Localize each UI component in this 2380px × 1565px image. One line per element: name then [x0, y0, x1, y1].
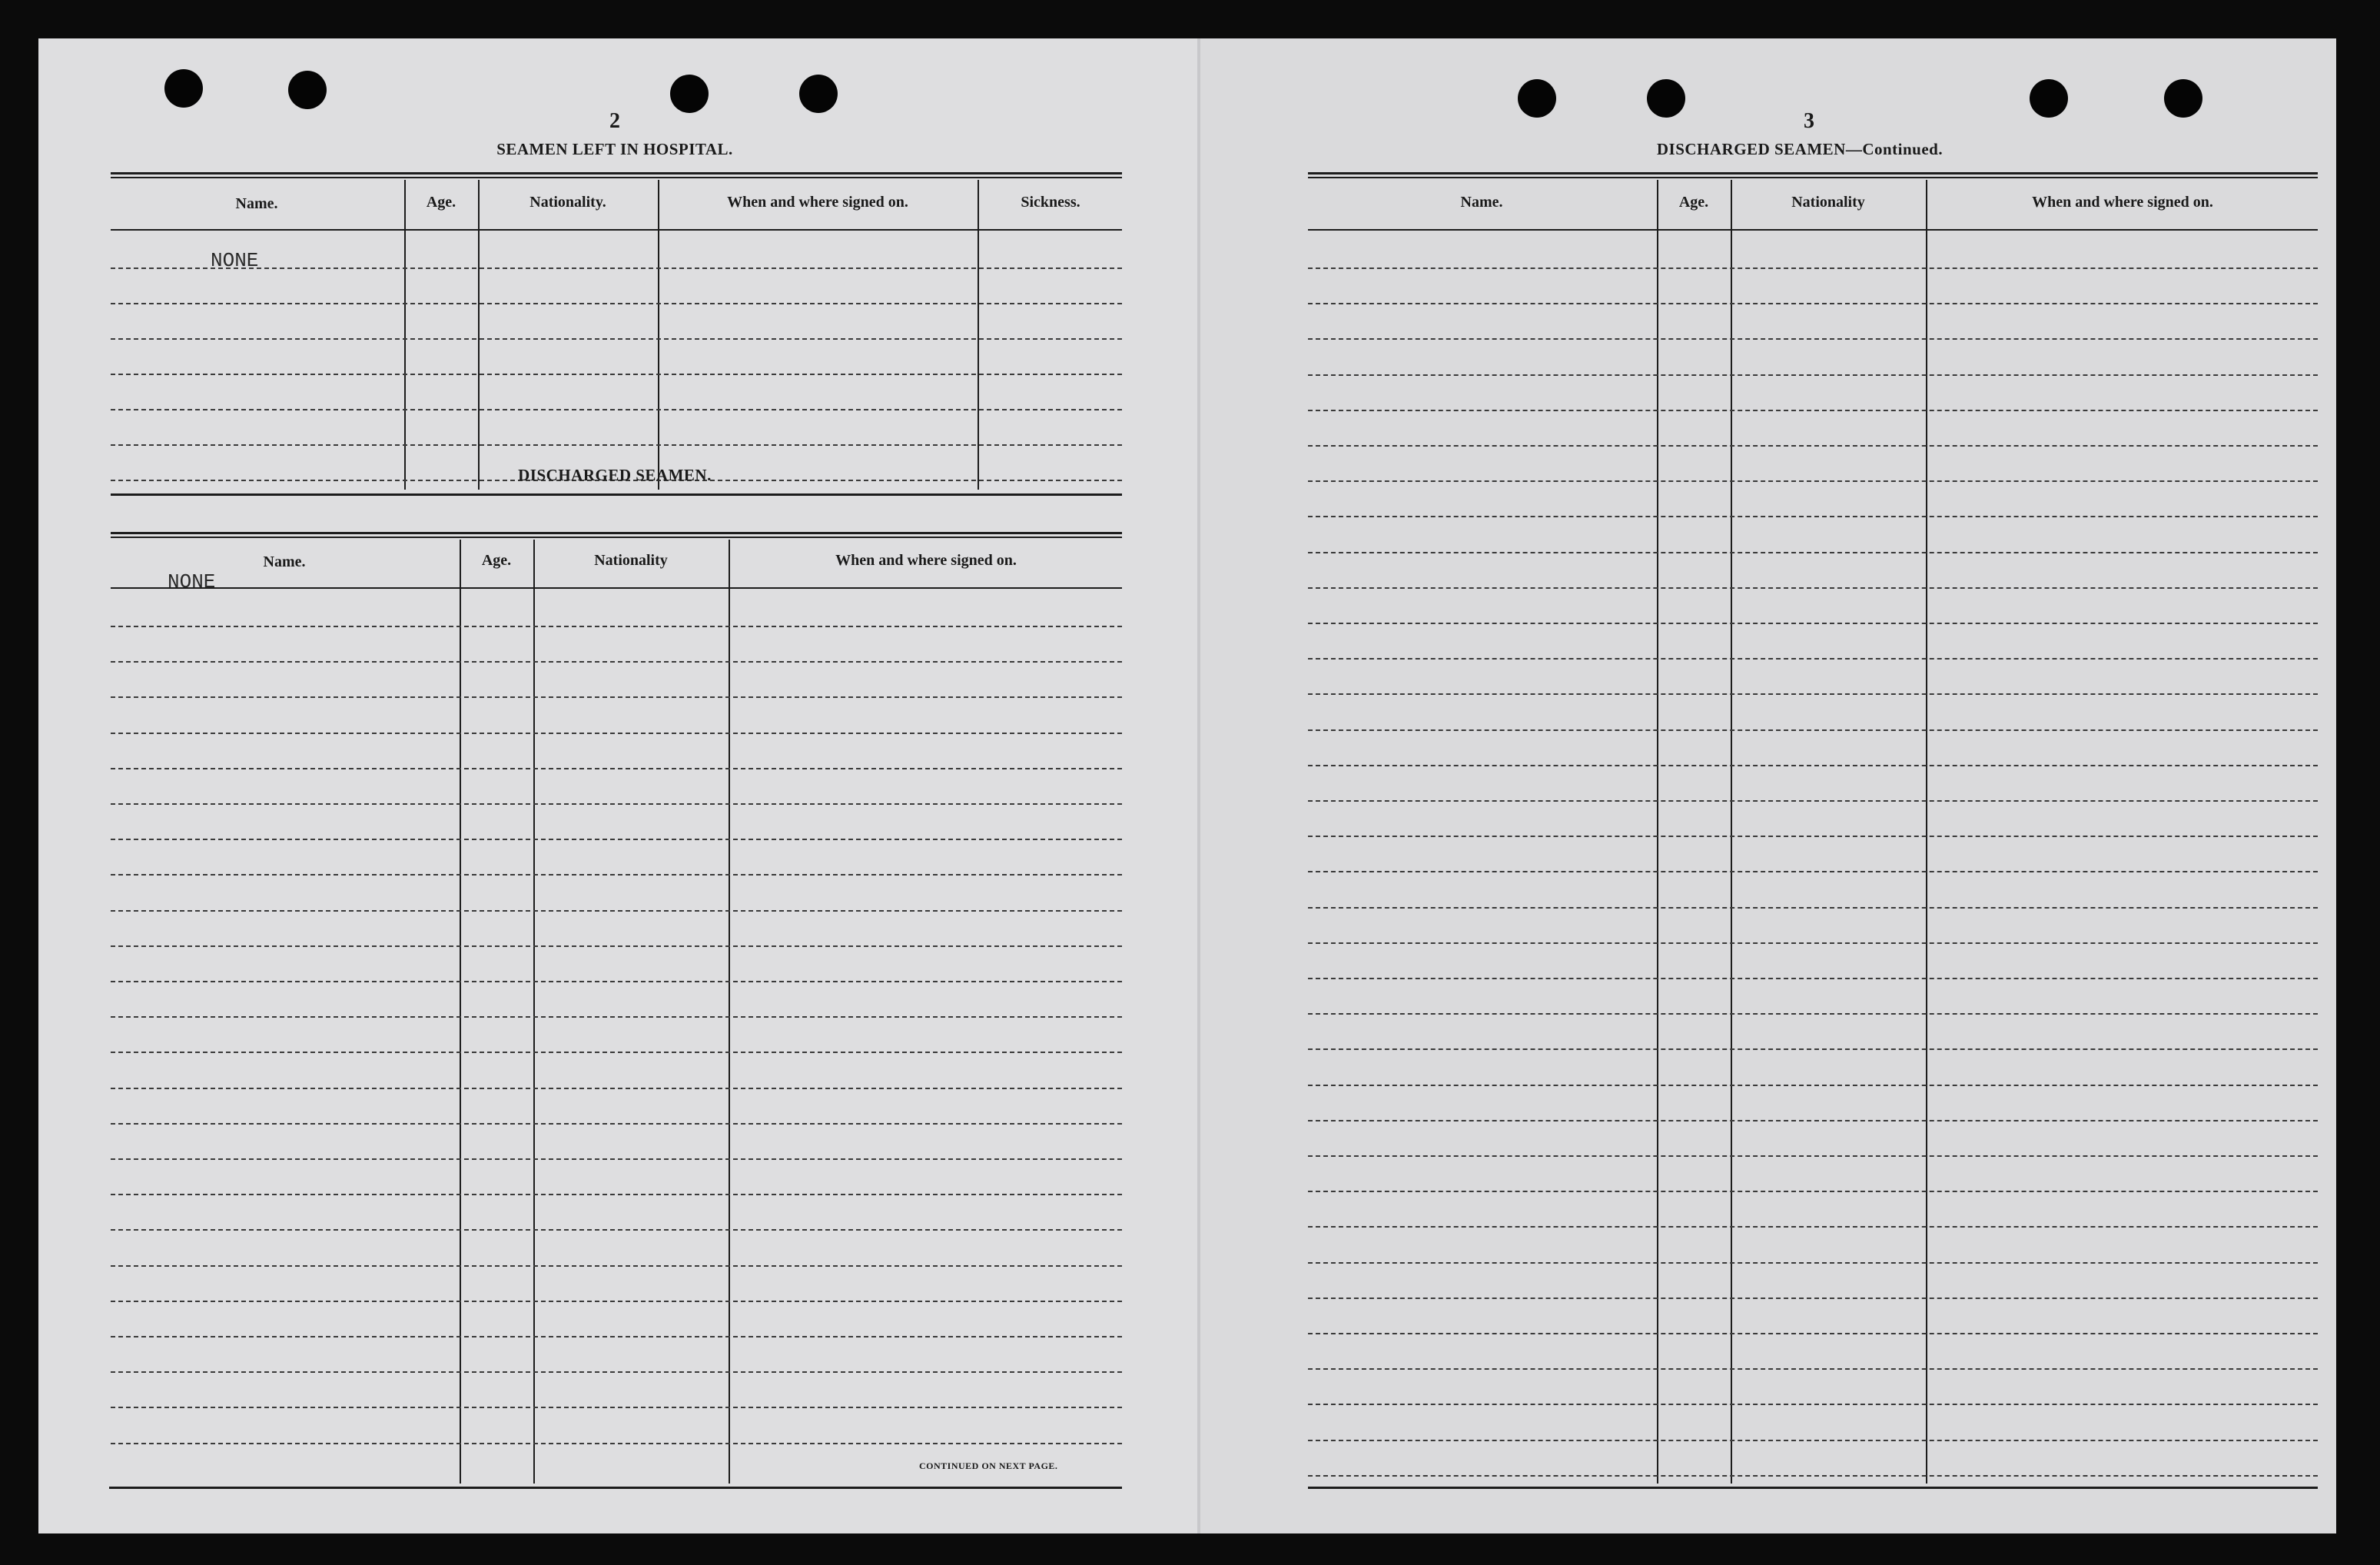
page-number: 2 — [609, 109, 620, 133]
ruled-line — [1308, 658, 2318, 660]
ruled-line — [111, 1265, 1122, 1267]
ruled-line — [1308, 1440, 2318, 1441]
ruled-line — [111, 1371, 1122, 1373]
ruled-line — [1308, 1155, 2318, 1157]
column-header-nationality: Nationality. — [529, 194, 606, 211]
ruled-line — [1308, 693, 2318, 695]
ruled-line — [111, 1336, 1122, 1337]
ruled-line — [1308, 1368, 2318, 1370]
ruled-line — [111, 626, 1122, 627]
ruled-line — [111, 981, 1122, 982]
column-header-age: Age. — [1678, 194, 1709, 211]
ruled-line — [1308, 552, 2318, 553]
ruled-line — [111, 1407, 1122, 1408]
punch-hole — [2030, 79, 2068, 118]
page-number: 3 — [1804, 109, 1814, 133]
column-header-nationality: Nationality — [594, 552, 668, 569]
column-header-age: Age. — [426, 194, 456, 211]
column-header-signed-on: When and where signed on. — [2032, 194, 2213, 211]
hospital-name-entry: NONE — [211, 249, 259, 272]
continued-note: CONTINUED ON NEXT PAGE. — [919, 1460, 1058, 1471]
section-title: DISCHARGED SEAMEN—Continued. — [1656, 140, 1944, 158]
column-header-name: Name. — [1460, 194, 1503, 211]
column-header-signed-on: When and where signed on. — [727, 194, 908, 211]
column-header-nationality: Nationality — [1791, 194, 1865, 211]
ruled-line — [111, 1088, 1122, 1089]
right-page — [1200, 38, 2336, 1533]
ruled-line — [1308, 1191, 2318, 1192]
discharged-name-entry: NONE — [168, 570, 216, 593]
ruled-line — [111, 768, 1122, 769]
hospital-section-title: SEAMEN LEFT IN HOSPITAL. — [496, 140, 733, 158]
punch-hole — [1518, 79, 1556, 118]
ruled-line — [1308, 1298, 2318, 1299]
ruled-line — [111, 696, 1122, 698]
punch-hole — [1647, 79, 1685, 118]
ruled-line — [1308, 907, 2318, 909]
ruled-line — [1308, 978, 2318, 979]
ruled-line — [111, 1194, 1122, 1195]
ruled-line — [111, 1052, 1122, 1053]
ruled-line — [111, 733, 1122, 734]
punch-hole — [164, 69, 203, 108]
ruled-line — [1308, 623, 2318, 624]
ruled-line — [111, 1301, 1122, 1302]
column-header-sickness: Sickness. — [1021, 194, 1080, 211]
ruled-line — [1308, 480, 2318, 482]
ruled-line — [111, 1123, 1122, 1125]
punch-hole — [2164, 79, 2202, 118]
ruled-line — [111, 874, 1122, 876]
ruled-line — [1308, 1085, 2318, 1086]
ruled-line — [1308, 374, 2318, 376]
ruled-line — [111, 1016, 1122, 1018]
ruled-line — [111, 1229, 1122, 1231]
ruled-line — [1308, 1333, 2318, 1334]
ruled-line — [1308, 1475, 2318, 1477]
ruled-line — [111, 910, 1122, 912]
ruled-line — [1308, 1048, 2318, 1050]
ruled-line — [111, 839, 1122, 840]
ruled-line — [1308, 267, 2318, 269]
ruled-line — [1308, 871, 2318, 872]
ruled-line — [1308, 729, 2318, 731]
ruled-line — [1308, 587, 2318, 589]
ruled-line — [111, 1158, 1122, 1160]
left-page — [38, 38, 1197, 1533]
ruled-line — [1308, 765, 2318, 766]
ruled-line — [1308, 1262, 2318, 1264]
column-header-age: Age. — [481, 552, 512, 569]
ruled-line — [1308, 303, 2318, 304]
ruled-line — [111, 803, 1122, 805]
document-scan — [38, 38, 2336, 1533]
discharged-section-title: DISCHARGED SEAMEN. — [518, 466, 712, 484]
ruled-line — [1308, 800, 2318, 802]
ruled-line — [1308, 445, 2318, 447]
ruled-line — [1308, 1404, 2318, 1405]
column-header-name: Name. — [263, 553, 306, 570]
ruled-line — [1308, 516, 2318, 517]
punch-hole — [288, 71, 327, 109]
punch-hole — [670, 75, 709, 113]
ruled-line — [1308, 410, 2318, 411]
ruled-line — [1308, 338, 2318, 340]
ruled-line — [111, 1443, 1122, 1444]
column-header-signed-on: When and where signed on. — [835, 552, 1017, 569]
punch-hole — [799, 75, 838, 113]
column-header-name: Name. — [235, 195, 278, 212]
ruled-line — [1308, 836, 2318, 837]
ruled-line — [1308, 1120, 2318, 1121]
ruled-line — [111, 945, 1122, 947]
ruled-line — [1308, 942, 2318, 944]
ruled-line — [1308, 1013, 2318, 1015]
ruled-line — [1308, 1226, 2318, 1228]
ruled-line — [111, 661, 1122, 663]
